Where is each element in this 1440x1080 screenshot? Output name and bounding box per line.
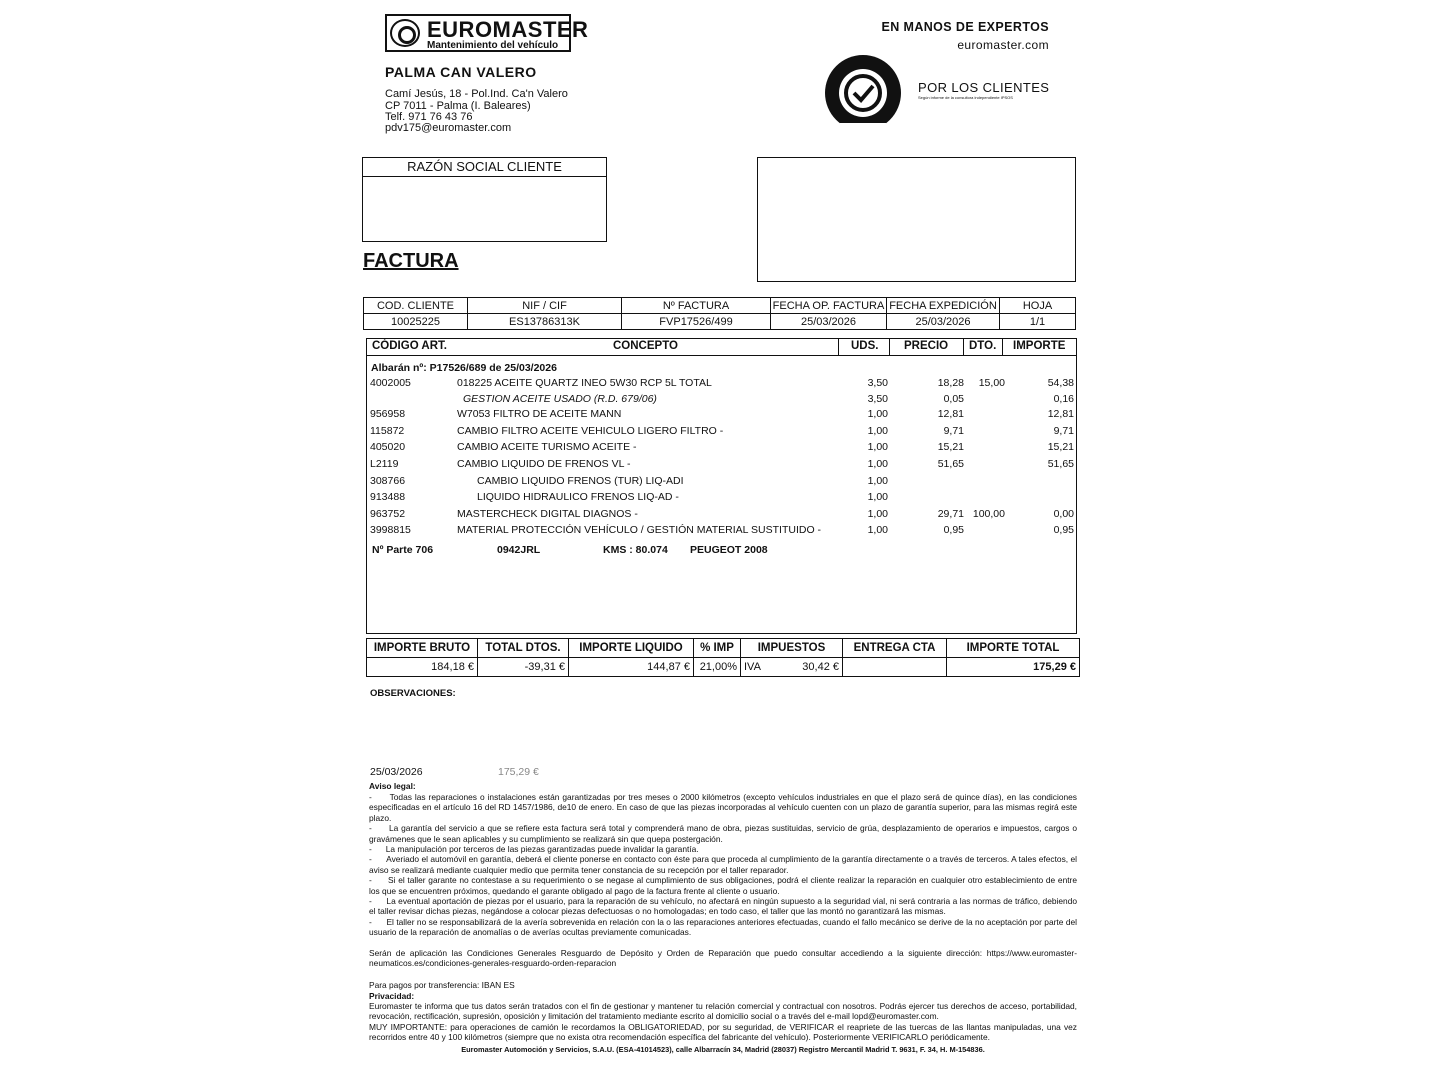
item-price: 29,71 [937, 508, 964, 520]
item-units: 3,50 [867, 393, 888, 405]
item-code: 405020 [370, 441, 406, 453]
totals-label: IMPORTE LIQUIDO [569, 639, 694, 658]
legal-item: - Si el taller garante no contestase a su requerimiento o se negase al cumplimiento de sus obligaciones, podrá el cliente realizar la reparación en cualquier otro establecimiento de entre los que se encuentren próximos, quedando el garante obligado al pago de la factura frente al cliente o usuario. [369, 875, 1078, 896]
issue-date: 25/03/2026 [887, 314, 1000, 330]
legal-item-text: La manipulación por terceros de las piezas garantizadas puede invalidar la garantía. [385, 844, 699, 855]
legal-payment: Para pagos por transferencia: IBAN ES [369, 980, 515, 990]
vehicle-kms: KMS : 80.074 [603, 544, 668, 556]
tax-cell [741, 658, 843, 677]
euromaster-logo-icon [390, 19, 420, 47]
legal-item-text: La eventual aportación de piezas por el usuario, para la reparación de su vehículo, no afectará en ningún supuesto a la seguridad vial, ni será contraria a las normas de tráfico, debiendo el taller revisar dichas piezas, negándose a colocar piezas defectuosas o no homologadas; en todo caso, el taller que las montó no garantizará las mismas. [369, 896, 1078, 917]
item-amount: 9,71 [1053, 425, 1074, 437]
legal-item: - Averiado el automóvil en garantía, deberá el cliente ponerse en contacto con éste para que proceda al cumplimiento de la garantía directamente o a través de terceros. A tales efectos, el aviso se realizará mediante cualquier medio que permita tener constancia de su recepción por el taller reparador. [369, 854, 1078, 875]
deposit-amount [843, 658, 947, 677]
client-code: 10025225 [364, 314, 468, 330]
item-units: 1,00 [867, 425, 888, 437]
legal-item: - Todas las reparaciones o instalaciones están garantizadas por tres meses o 2000 kilómetros (excepto vehículos industriales en que el plazo será de quince días), en las condiciones especificadas en el artículo 16 del RD 1457/1986, de10 de enero. En caso de que las piezas incorporadas al vehículo cuenten con un plazo de garantía superior, para las mismas regirá este plazo. [369, 792, 1077, 823]
euromaster-logo [385, 14, 589, 52]
item-code: 4002005 [370, 377, 411, 389]
items-box [366, 338, 1077, 634]
header-label: Nº FACTURA [622, 298, 771, 314]
item-price: 9,71 [943, 425, 964, 437]
item-price: 51,65 [937, 458, 964, 470]
tax-type: IVA [744, 661, 761, 673]
item-amount: 0,95 [1053, 524, 1074, 536]
header-label: NIF / CIF [468, 298, 622, 314]
client-nif: ES13786313K [468, 314, 622, 330]
items-header [367, 339, 1076, 356]
header-label: COD. CLIENTE [364, 298, 468, 314]
item-row [367, 425, 1076, 441]
col-concept: CONCEPTO [613, 340, 678, 352]
item-concept: GESTION ACEITE USADO (R.D. 679/06) [463, 393, 657, 405]
item-amount: 0,00 [1053, 508, 1074, 520]
client-box [362, 157, 607, 242]
legal-conditions: Serán de aplicación las Condiciones Generales Resguardo de Depósito y Orden de Reparación que puedo consultar accediendo a la siguiente dirección: https://www.euromaster-neumaticos.es/condiciones-generales-resguardo-orden-reparacion [369, 948, 1077, 969]
client-box-title: RAZÓN SOCIAL CLIENTE [363, 158, 606, 177]
item-concept: MATERIAL PROTECCIÓN VEHÍCULO / GESTIÓN MATERIAL SUSTITUIDO - [457, 524, 822, 536]
legal-item: - La eventual aportación de piezas por el usuario, para la reparación de su vehículo, no afectará en ningún supuesto a la seguridad vial, ni será contraria a las normas de tráfico, debiendo el taller revisar dichas piezas, negándose a colocar piezas defectuosas o no homologadas; en todo caso, el taller que las montó no garantizará las mismas. [369, 896, 1078, 917]
important-notice: MUY IMPORTANTE: para operaciones de camión le recordamos la OBLIGATORIEDAD, por su seguridad, de VERIFICAR el reapriete de las tuercas de las llantas manipuladas, una vez recorridos entre 40 y 100 kilómetros (siempre que no exista otra recomendación específica del fabricante del vehículo). Posteriormente VERIFICARLO periódicamente. [369, 1022, 1077, 1043]
seal-caption: POR LOS CLIENTES [918, 80, 1050, 95]
item-concept: CAMBIO ACEITE TURISMO ACEITE - [457, 441, 637, 453]
legal-item-text: Si el taller garante no contestase a su requerimiento o se negase al cumplimiento de sus obligaciones, podrá el cliente realizar la reparación en cualquier otro establecimiento de entre los que se encuentren próximos, quedando el garante obligado al pago de la factura frente al cliente o usuario. [369, 875, 1078, 896]
item-amount: 54,38 [1047, 377, 1074, 389]
item-price: 0,95 [943, 524, 964, 536]
legal-item-text: El taller no se responsabilizará de la avería sobrevenida en relación con la o las reparaciones anteriores efectuadas, cuando el fallo mecánico se derive de la no aceptación por parte del usuario de la reparación de anomalías o de averías ocultas previamente comunicadas. [369, 916, 1078, 938]
tax-amount: 30,42 € [802, 661, 839, 673]
net-amount: 144,87 € [569, 658, 694, 677]
observations-label: OBSERVACIONES: [370, 688, 456, 699]
item-row [367, 524, 1076, 540]
header-label: FECHA OP. FACTURA [771, 298, 887, 314]
item-concept: W7053 FILTRO DE ACEITE MANN [457, 408, 622, 420]
header-label: HOJA [1000, 298, 1076, 314]
brand-tagline: Mantenimiento del vehículo [427, 40, 559, 51]
item-units: 1,00 [867, 458, 888, 470]
totals-label: ENTREGA CTA [843, 639, 947, 658]
item-concept: CAMBIO LIQUIDO DE FRENOS VL - [457, 458, 631, 470]
item-units: 1,00 [867, 491, 888, 503]
item-row [367, 441, 1076, 457]
legal-item: - La garantía del servicio a que se refiere esta factura será total y comprenderá mano de obra, piezas sustituidas, servicio de grúa, desplazamiento de operarios e impuestos, cargos o gravámenes que le sean aplicables y su cumplimiento se realizará sin que quepa postergación. [369, 823, 1078, 844]
client-address-box [757, 157, 1076, 282]
albaran-line [367, 362, 1076, 378]
totals-table [366, 638, 1080, 677]
privacy-text: Euromaster te informa que tus datos serán tratados con el fin de gestionar y mantener tu relación comercial y contractual con nosotros. Podrás ejercer tus derechos de acceso, portabilidad, revocación, rectificación, supresión, oposición y limitación del tratamiento mediante escrito al domicilio social o a través del e-mail lopd@euromaster.com. [369, 1001, 1077, 1022]
col-price: PRECIO [904, 340, 949, 352]
best-rated-seal-icon [820, 53, 906, 135]
legal-item: - La manipulación por terceros de las piezas garantizadas puede invalidar la garantía. [369, 844, 699, 855]
brand-slogan: EN MANOS DE EXPERTOS [881, 20, 1049, 34]
totals-label: IMPUESTOS [741, 639, 843, 658]
item-concept: MASTERCHECK DIGITAL DIAGNOS - [457, 508, 638, 520]
operation-date: 25/03/2026 [771, 314, 887, 330]
page-number: 1/1 [1000, 314, 1076, 330]
header-label: FECHA EXPEDICIÓN [887, 298, 1000, 314]
invoice-header-table [363, 297, 1076, 330]
item-code: 115872 [370, 425, 405, 437]
item-units: 1,00 [867, 524, 888, 536]
totals-label: % IMP [694, 639, 741, 658]
item-units: 1,00 [867, 441, 888, 453]
company-footer: Euromaster Automoción y Servicios, S.A.U. (ESA-41014523), calle Albarracín 34, Madrid (28037) Registro Mercantil Madrid T. 9631, F. 34, H. M-154836. [461, 1045, 985, 1054]
item-concept: CAMBIO LIQUIDO FRENOS (TUR) LIQ-ADI [477, 475, 684, 487]
item-discount: 15,00 [978, 377, 1005, 389]
total-amount: 175,29 € [947, 658, 1080, 677]
shop-address-2: CP 7011 - Palma (I. Baleares) [385, 100, 531, 112]
invoice-number: FVP17526/499 [622, 314, 771, 330]
item-units: 3,50 [867, 377, 888, 389]
legal-item-text: Todas las reparaciones o instalaciones están garantizadas por tres meses o 2000 kilómetros (excepto vehículos industriales en que el plazo será de quince días), en las condiciones especificadas en el artículo 16 del RD 1457/1986, de10 de enero. En caso de que las piezas incorporadas al vehículo cuenten con un plazo de garantía superior, para las mismas regirá este plazo. [369, 792, 1077, 823]
item-code: 913488 [370, 491, 406, 503]
gross-amount: 184,18 € [367, 658, 478, 677]
total-discounts: -39,31 € [478, 658, 569, 677]
item-units: 1,00 [867, 475, 888, 487]
col-units: UDS. [851, 340, 879, 352]
totals-label: IMPORTE TOTAL [947, 639, 1080, 658]
brand-name: EUROMASTER [427, 17, 589, 42]
shop-phone: Telf. 971 76 43 76 [385, 111, 473, 123]
vehicle-model: PEUGEOT 2008 [690, 544, 768, 556]
item-row [367, 475, 1076, 491]
item-code: 963752 [370, 508, 406, 520]
item-code: 308766 [370, 475, 406, 487]
item-row [367, 458, 1076, 474]
legal-title: Aviso legal: [369, 781, 416, 791]
legal-item-text: Averiado el automóvil en garantía, deberá el cliente ponerse en contacto con éste para que proceda al cumplimiento de la garantía directamente o a través de terceros. A tales efectos, el aviso se realizará mediante cualquier medio que permita tener constancia de su recepción por el taller reparador. [369, 854, 1078, 875]
item-units: 1,00 [867, 408, 888, 420]
item-row [367, 408, 1076, 424]
document-title: FACTURA [363, 250, 459, 272]
col-code: CÓDIGO ART. [372, 340, 447, 352]
legal-item-text: La garantía del servicio a que se refiere esta factura será total y comprenderá mano de obra, piezas sustituidas, servicio de grúa, desplazamiento de operarios e impuestos, cargos o gravámenes que le sean aplicables y su cumplimiento se realizará sin que quepa postergación. [369, 823, 1078, 844]
item-amount: 51,65 [1047, 458, 1074, 470]
legal-items [369, 792, 1077, 938]
item-concept: CAMBIO FILTRO ACEITE VEHICULO LIGERO FILTRO - [457, 425, 724, 437]
due-amount: 175,29 € [498, 766, 539, 778]
work-order-number: Nº Parte 706 [372, 544, 434, 556]
item-discount: 100,00 [972, 508, 1005, 520]
albaran-text: Albarán nº: P17526/689 de 25/03/2026 [371, 362, 557, 374]
seal-subcaption: Según informe de la consultora independiente IPSOS [918, 95, 1013, 100]
item-units: 1,00 [867, 508, 888, 520]
legal-item: - El taller no se responsabilizará de la avería sobrevenida en relación con la o las reparaciones anteriores efectuadas, cuando el fallo mecánico se derive de la no aceptación por parte del usuario de la reparación de anomalías o de averías ocultas previamente comunicadas. [369, 916, 1078, 938]
item-price: 18,28 [937, 377, 964, 389]
item-code: 956958 [370, 408, 406, 420]
shop-name: PALMA CAN VALERO [385, 64, 537, 80]
item-amount: 15,21 [1047, 441, 1074, 453]
totals-label: TOTAL DTOS. [478, 639, 569, 658]
vehicle-plate: 0942JRL [497, 544, 541, 556]
item-concept: LIQUIDO HIDRAULICO FRENOS LIQ-AD - [477, 491, 679, 503]
item-concept: 018225 ACEITE QUARTZ INEO 5W30 RCP 5L TOTAL [457, 377, 712, 389]
shop-address-1: Camí Jesús, 18 - Pol.Ind. Ca'n Valero [385, 88, 568, 100]
item-row [367, 377, 1076, 393]
item-price: 15,21 [937, 441, 964, 453]
item-code: 3998815 [370, 524, 411, 536]
item-amount: 12,81 [1047, 408, 1074, 420]
item-code: L2119 [370, 458, 399, 470]
shop-email: pdv175@euromaster.com [385, 122, 512, 134]
item-price: 12,81 [937, 408, 964, 420]
due-date: 25/03/2026 [370, 766, 423, 778]
item-price: 0,05 [943, 393, 964, 405]
item-row [367, 508, 1076, 524]
totals-label: IMPORTE BRUTO [367, 639, 478, 658]
tax-rate: 21,00% [694, 658, 741, 677]
col-amount: IMPORTE [1013, 340, 1066, 352]
brand-website: euromaster.com [957, 38, 1049, 52]
col-discount: DTO. [969, 340, 997, 352]
privacy-title: Privacidad: [369, 991, 415, 1001]
vehicle-line [367, 544, 1076, 560]
item-row [367, 491, 1076, 507]
item-row [367, 393, 1076, 409]
item-amount: 0,16 [1053, 393, 1074, 405]
